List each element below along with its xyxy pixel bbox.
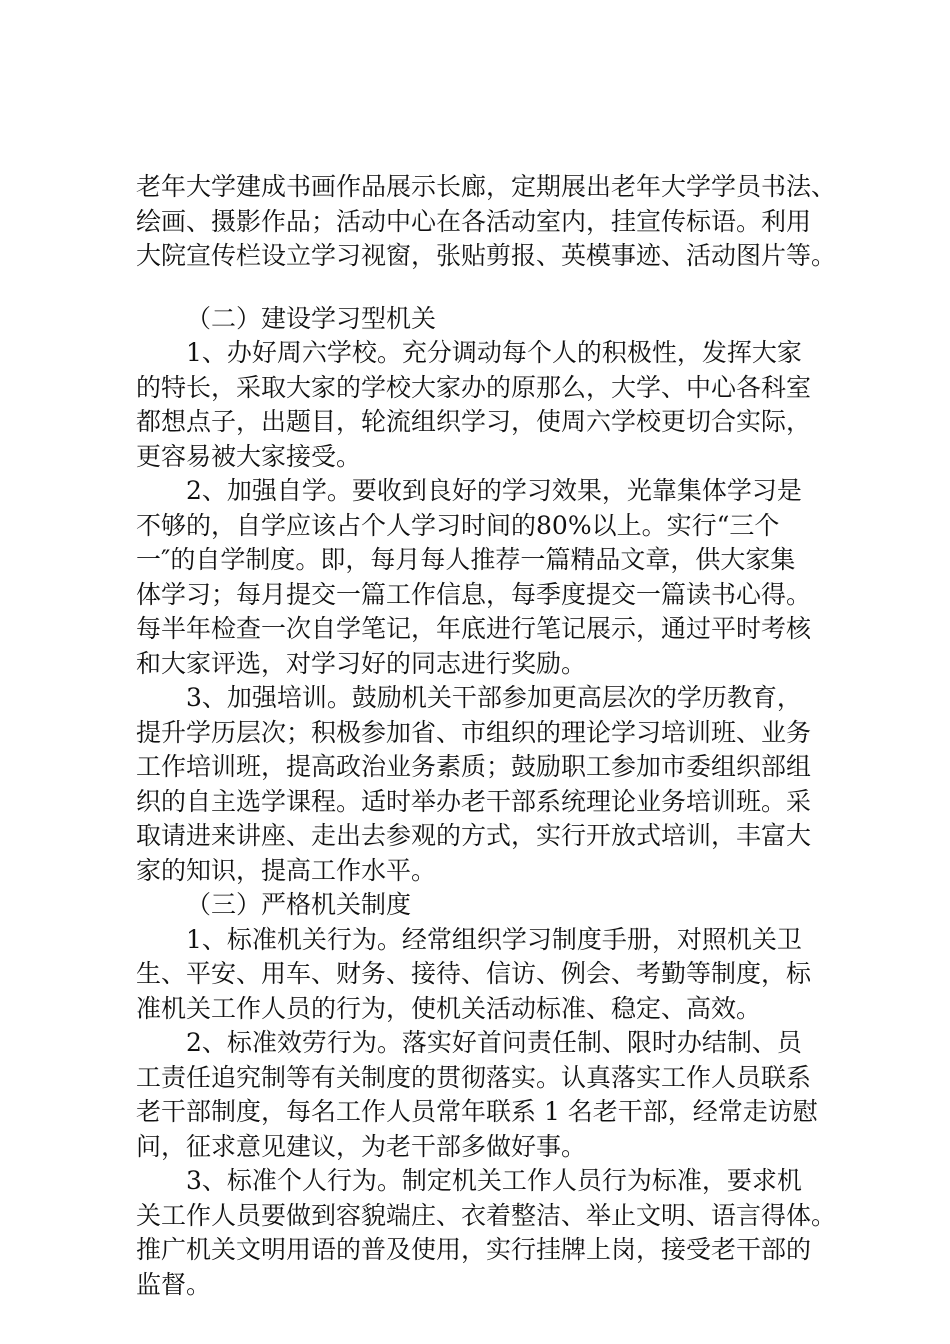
text-line: 每半年检查一次自学笔记，年底进行笔记展示，通过平时考核 xyxy=(136,614,812,643)
text-line: 提升学历层次；积极参加省、市组织的理论学习培训班、业务 xyxy=(136,717,812,747)
text-line: 3、标准个人行为。制定机关工作人员行为标准，要求机 xyxy=(186,1166,802,1195)
text-line: 体学习；每月提交一篇工作信息，每季度提交一篇读书心得。 xyxy=(136,579,812,609)
section-heading-2: （二）建设学习型机关 xyxy=(186,303,437,333)
text-line: 绘画、摄影作品；活动中心在各活动室内，挂宣传标语。利用 xyxy=(136,206,812,236)
text-line: 问，征求意见建议，为老干部多做好事。 xyxy=(136,1131,587,1161)
text-line: 大院宣传栏设立学习视窗，张贴剪报、英模事迹、活动图片等。 xyxy=(136,241,837,270)
section3-item-3 xyxy=(136,1164,836,1302)
text-line: 生、平安、用车、财务、接待、信访、例会、考勤等制度，标 xyxy=(136,959,812,988)
text-line: 老干部制度，每名工作人员常年联系 1 名老干部，经常走访慰 xyxy=(136,1097,818,1126)
text-line: 不够的，自学应该占个人学习时间的80%以上。实行“三个 xyxy=(136,510,780,540)
text-line: 2、标准效劳行为。落实好首问责任制、限时办结制、员 xyxy=(186,1028,802,1057)
text-line: 准机关工作人员的行为，使机关活动标准、稳定、高效。 xyxy=(136,993,762,1023)
text-line: 一″的自学制度。即，每月每人推荐一篇精品文章，供大家集 xyxy=(136,545,796,574)
section2-item-3 xyxy=(136,681,836,888)
section-heading-3: （三）严格机关制度 xyxy=(186,890,412,919)
text-line: 的特长，采取大家的学校大家办的原那么，大学、中心各科室 xyxy=(136,372,812,402)
text-line: 工责任追究制等有关制度的贯彻落实。认真落实工作人员联系 xyxy=(136,1062,812,1092)
text-line: 3、加强培训。鼓励机关干部参加更高层次的学历教育， xyxy=(186,683,802,712)
section2-item-1 xyxy=(136,336,836,474)
document-body xyxy=(136,170,836,1302)
text-line: 取请进来讲座、走出去参观的方式，实行开放式培训，丰富大 xyxy=(136,821,812,850)
text-line: 家的知识，提高工作水平。 xyxy=(136,855,437,885)
text-line: 和大家评选，对学习好的同志进行奖励。 xyxy=(136,648,587,678)
text-line: 织的自主选学课程。适时举办老干部系统理论业务培训班。采 xyxy=(136,786,812,816)
text-line: 推广机关文明用语的普及使用，实行挂牌上岗，接受老干部的 xyxy=(136,1235,812,1264)
text-line: 更容易被大家接受。 xyxy=(136,441,362,471)
text-line: 工作培训班，提高政治业务素质；鼓励职工参加市委组织部组 xyxy=(136,752,812,781)
text-line: 都想点子，出题目，轮流组织学习，使周六学校更切合实际， xyxy=(136,407,812,436)
text-line: 1、办好周六学校。充分调动每个人的积极性，发挥大家 xyxy=(186,338,802,367)
text-line: 老年大学建成书画作品展示长廊，定期展出老年大学学员书法、 xyxy=(136,172,837,201)
text-line: 1、标准机关行为。经常组织学习制度手册，对照机关卫 xyxy=(186,924,802,954)
text-line: 关工作人员要做到容貌端庄、衣着整洁、举止文明、语言得体。 xyxy=(136,1200,837,1230)
text-line: 2、加强自学。要收到良好的学习效果，光靠集体学习是 xyxy=(186,476,802,505)
section3-item-1 xyxy=(136,923,836,1027)
section2-item-2 xyxy=(136,474,836,681)
section3-item-2 xyxy=(136,1026,836,1164)
intro-paragraph xyxy=(136,170,836,274)
text-line: 监督。 xyxy=(136,1269,212,1299)
